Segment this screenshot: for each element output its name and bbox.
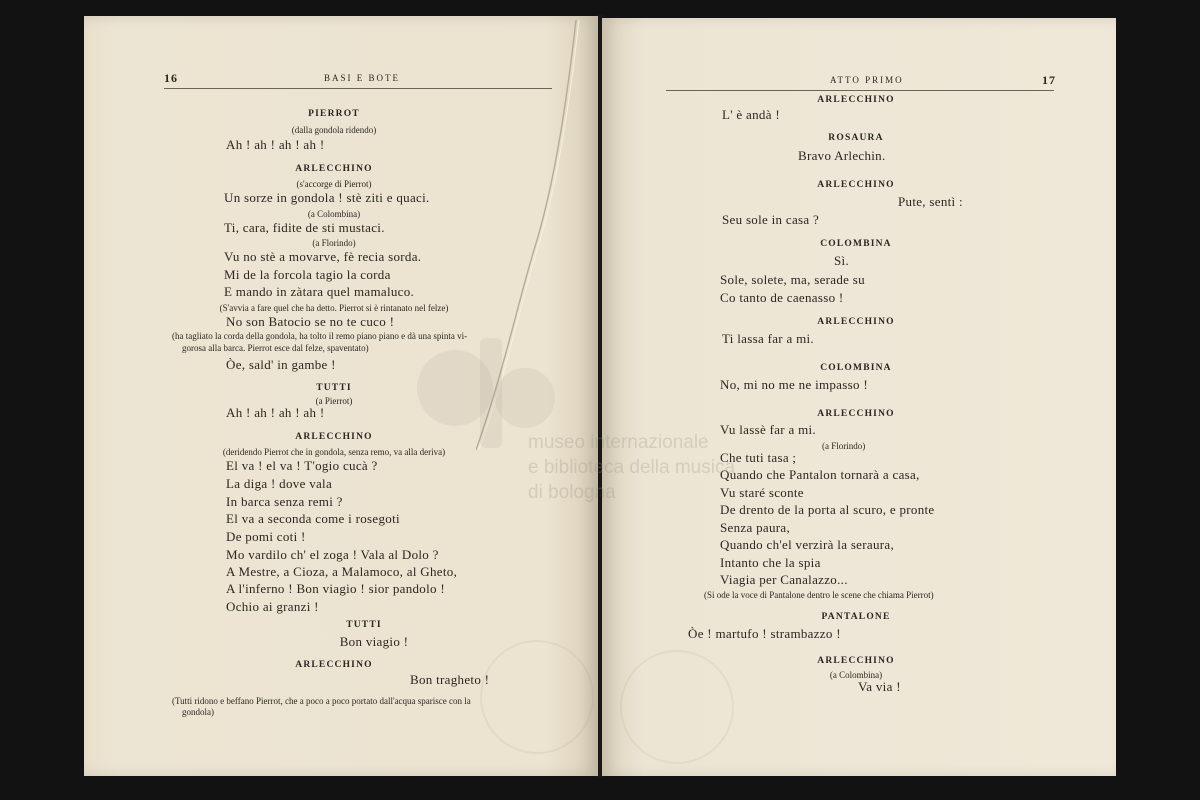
verse-line: Bon tragheto ! <box>410 672 490 687</box>
verse-line: Ti, cara, fidite de sti mustaci. <box>224 220 385 235</box>
speaker-name: ARLECCHINO <box>817 95 895 105</box>
verse-line: Mo vardilo ch' el zoga ! Vala al Dolo ? <box>226 547 439 562</box>
left-running-title: BASI E BOTE <box>324 73 400 83</box>
left-page-number: 16 <box>164 71 178 85</box>
verse-line: Viagia per Canalazzo... <box>720 572 848 587</box>
speaker-name: PIERROT <box>308 109 360 119</box>
stage-direction: (a Florindo) <box>822 441 866 451</box>
verse-line: La diga ! dove vala <box>226 476 333 491</box>
verse-line: No son Batocio se no te cuco ! <box>226 314 395 329</box>
stage-direction: (a Pierrot) <box>315 396 353 406</box>
verse-line: In barca senza remi ? <box>226 494 343 509</box>
verse-line: Bravo Arlechin. <box>798 148 886 163</box>
watermark-text <box>528 430 735 505</box>
speaker-name: ARLECCHINO <box>817 409 895 419</box>
watermark-line: e biblioteca della musica <box>528 457 736 478</box>
stage-direction: (a Colombina) <box>829 670 883 680</box>
stage-direction: (Tutti ridono e beffano Pierrot, che a poco a poco portato dall'acqua sparisce con la <box>172 696 471 706</box>
verse-line: Sole, solete, ma, serade su <box>720 272 865 287</box>
stage-direction: (S'avvia a fare quel che ha detto. Pierrot si è rintanato nel felze) <box>219 303 449 313</box>
stage-direction: (s'accorge di Pierrot) <box>296 179 372 189</box>
verse-line: El va a seconda come i rosegoti <box>226 511 400 526</box>
verse-line: Pute, sentì : <box>898 194 963 209</box>
verse-line: Che tuti tasa ; <box>720 450 797 465</box>
verse-line: Mi de la forcola tagio la corda <box>224 267 391 282</box>
speaker-name: COLOMBINA <box>820 239 892 249</box>
right-header-rule <box>666 90 1054 91</box>
speaker-name: TUTTI <box>316 383 352 393</box>
verse-line: Sì. <box>834 253 849 268</box>
verse-line: Quando che Pantalon tornarà a casa, <box>720 467 920 482</box>
left-header-rule <box>164 88 552 89</box>
stage-direction: (a Colombina) <box>307 209 361 219</box>
verse-line: Ochio ai granzi ! <box>226 599 319 614</box>
right-running-title: ATTO PRIMO <box>830 75 904 85</box>
verse-line: De drento de la porta al scuro, e pronte <box>720 502 935 517</box>
watermark-line: museo internazionale <box>528 432 709 453</box>
verse-line: Senza paura, <box>720 520 791 535</box>
verse-line: Vu no stè a movarve, fè recia sorda. <box>224 249 422 264</box>
verse-line: Òe, sald' in gambe ! <box>226 357 336 372</box>
verse-line: Va via ! <box>858 679 901 694</box>
right-page-number: 17 <box>1042 73 1056 87</box>
speaker-name: ARLECCHINO <box>295 660 373 670</box>
speaker-name: PANTALONE <box>821 612 891 622</box>
speaker-name: TUTTI <box>346 620 382 630</box>
verse-line: Bon viagio ! <box>339 634 409 649</box>
verse-line: Ah ! ah ! ah ! ah ! <box>226 405 325 420</box>
verse-line: Vu lassè far a mi. <box>720 422 816 437</box>
watermark-line: di bologna <box>528 482 616 503</box>
stage-direction: (dalla gondola ridendo) <box>291 125 377 135</box>
verse-line: De pomi coti ! <box>226 529 306 544</box>
speaker-name: ARLECCHINO <box>817 180 895 190</box>
verse-line: A l'inferno ! Bon viagio ! sior pandolo ! <box>226 581 445 596</box>
right-page <box>602 18 1116 776</box>
stage-direction: gondola) <box>182 707 214 717</box>
speaker-name: ROSAURA <box>828 133 884 143</box>
verse-line: Òe ! martufo ! strambazzo ! <box>688 626 841 641</box>
verse-line: Ti lassa far a mi. <box>722 331 814 346</box>
speaker-name: ARLECCHINO <box>817 656 895 666</box>
verse-line: Un sorze in gondola ! stè ziti e quaci. <box>224 190 430 205</box>
stage-direction: (a Florindo) <box>312 238 356 248</box>
verse-line: El va ! el va ! T'ogio cucà ? <box>226 458 378 473</box>
speaker-name: ARLECCHINO <box>295 164 373 174</box>
verse-line: A Mestre, a Cioza, a Malamoco, al Gheto, <box>226 564 458 579</box>
verse-line: Seu sole in casa ? <box>722 212 820 227</box>
stage-direction: (ha tagliato la corda della gondola, ha tolto il remo piano piano e dà una spinta vi- <box>172 331 468 341</box>
left-page <box>84 16 598 776</box>
verse-line: E mando in zàtara quel mamaluco. <box>224 284 415 299</box>
stage-direction: (Si ode la voce di Pantalone dentro le scene che chiama Pierrot) <box>704 590 934 600</box>
stage-direction: (deridendo Pierrot che in gondola, senza remo, va alla deriva) <box>222 447 446 457</box>
verse-line: Ah ! ah ! ah ! ah ! <box>226 137 325 152</box>
verse-line: Vu staré sconte <box>720 485 804 500</box>
speaker-name: ARLECCHINO <box>817 317 895 327</box>
verse-line: No, mi no me ne impasso ! <box>720 377 868 392</box>
verse-line: Intanto che la spia <box>720 555 821 570</box>
speaker-name: ARLECCHINO <box>295 432 373 442</box>
speaker-name: COLOMBINA <box>820 363 892 373</box>
verse-line: Co tanto de caenasso ! <box>720 290 844 305</box>
verse-line: Quando ch'el verzirà la seraura, <box>720 537 894 552</box>
verse-line: L' è andà ! <box>722 107 780 122</box>
stage-direction: gorosa alla barca. Pierrot esce dal felze, spaventato) <box>182 343 369 353</box>
